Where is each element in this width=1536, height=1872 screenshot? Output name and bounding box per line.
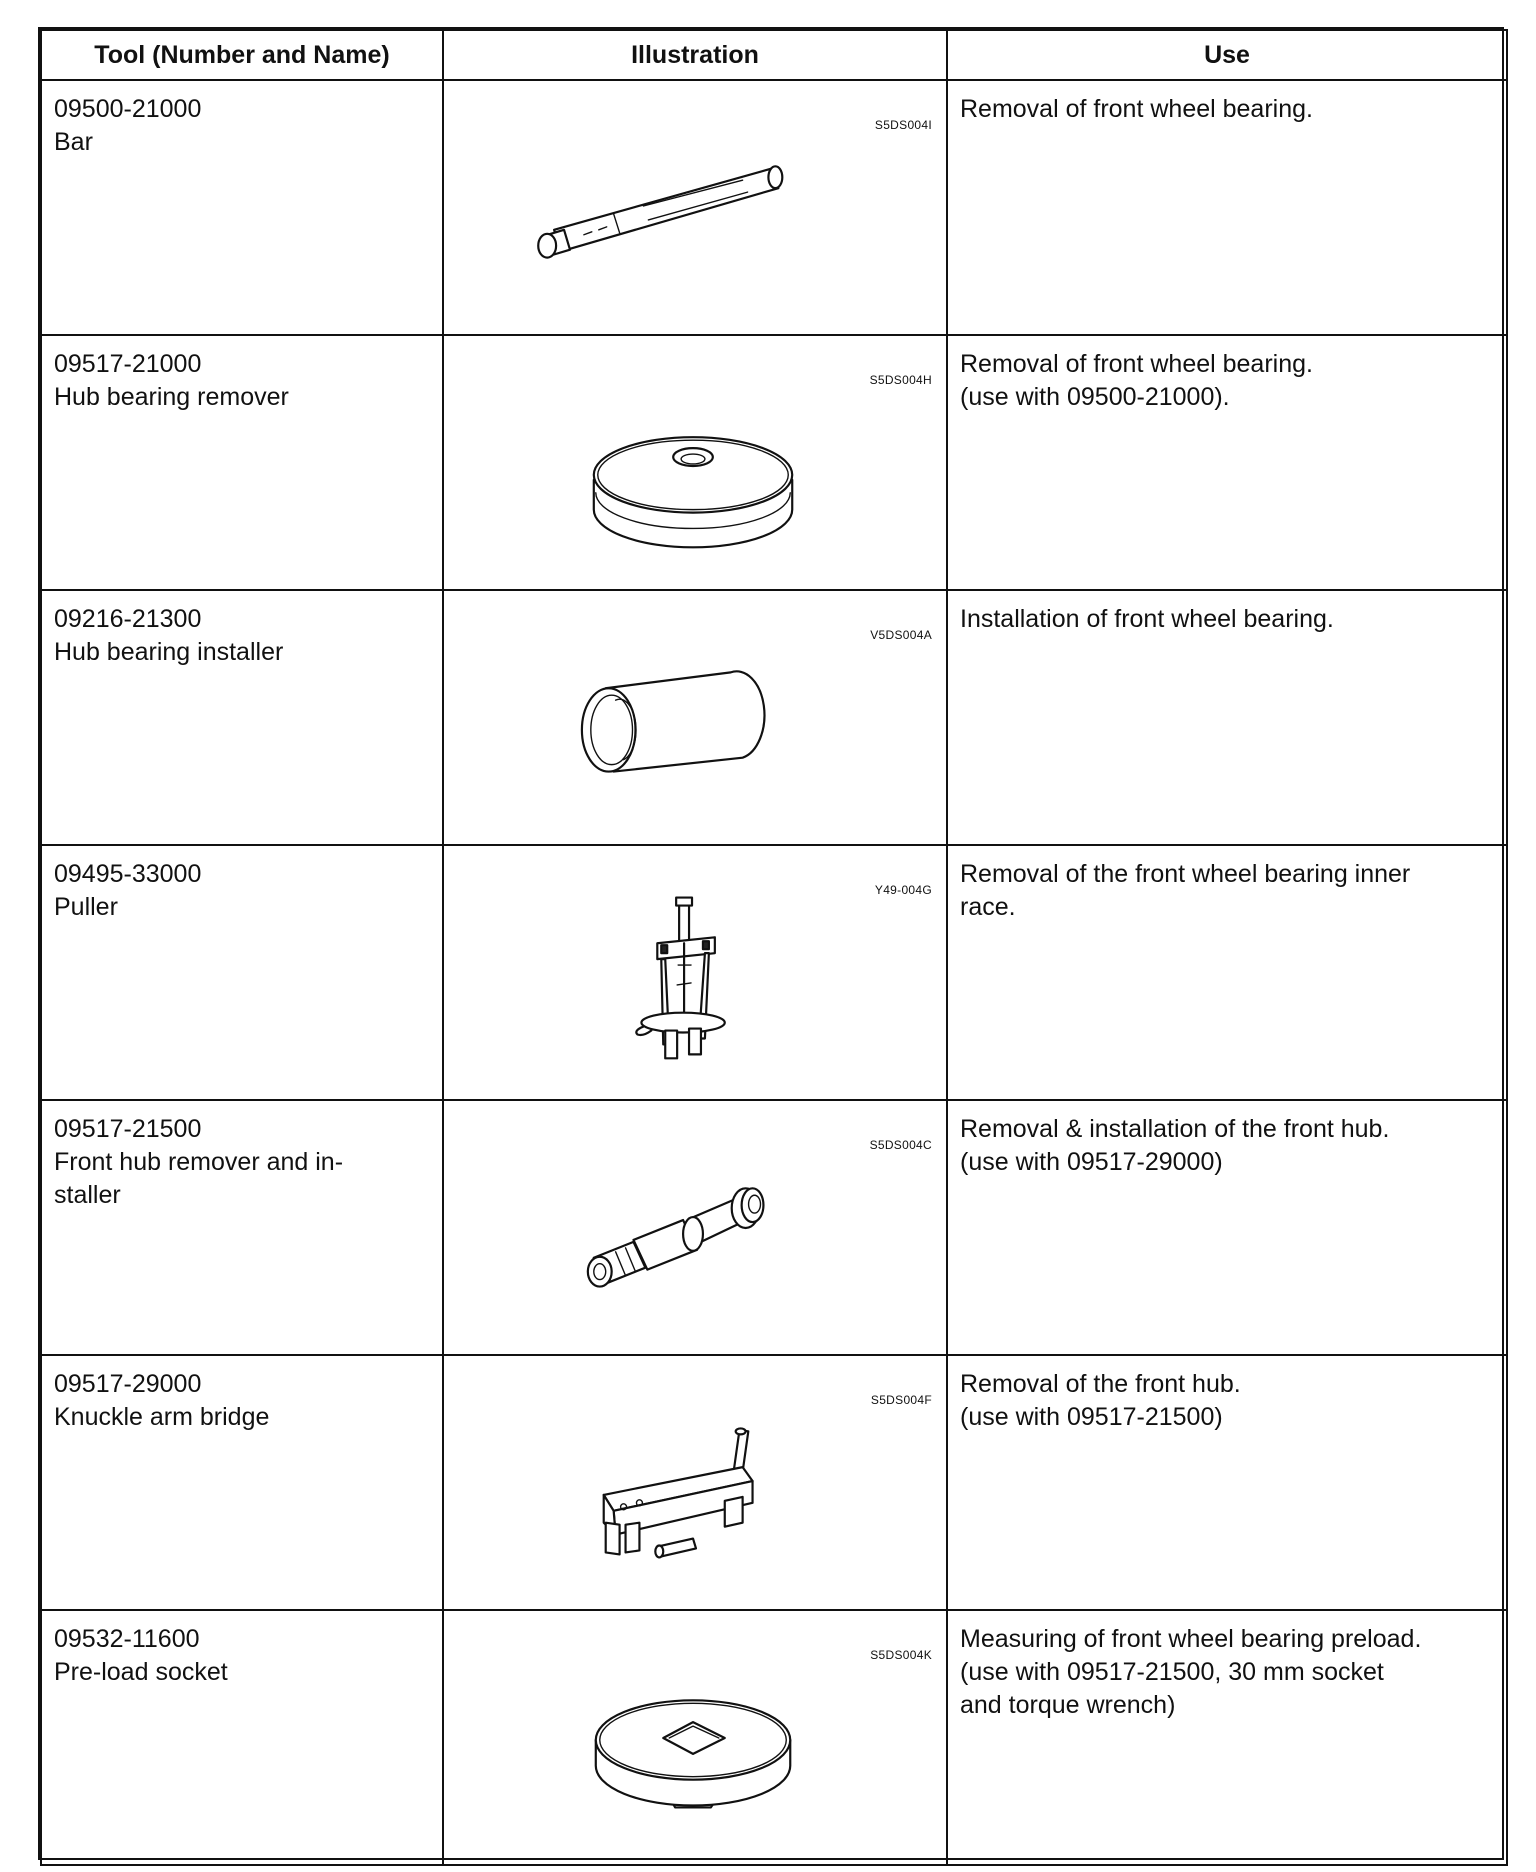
tool-use: Removal of the front hub. (use with 09517-21500): [960, 1370, 1241, 1431]
tool-number: 09517-29000: [54, 1370, 202, 1398]
header-illustration: Illustration: [443, 30, 947, 80]
illustration-cell: [443, 1355, 947, 1610]
tool-number: 09216-21300: [54, 605, 202, 633]
header-use: Use: [947, 30, 1507, 80]
tool-cell: [41, 590, 443, 845]
tools-table: [40, 29, 1508, 1866]
table-header-row: [41, 30, 1507, 80]
figure-code: S5DS004H: [869, 373, 932, 387]
illustration-cell: [443, 1100, 947, 1355]
tool-cell: [41, 845, 443, 1100]
use-cell: [947, 845, 1507, 1100]
hub-bearing-remover-icon: [444, 336, 946, 589]
tool-cell: [41, 80, 443, 335]
tool-name: Front hub remover and in- staller: [54, 1148, 344, 1209]
use-cell: [947, 80, 1507, 335]
special-tools-table: [38, 27, 1504, 1860]
table-row: [41, 1355, 1507, 1610]
tool-cell: [41, 335, 443, 590]
figure-code: S5DS004F: [870, 1393, 932, 1407]
table-row: [41, 845, 1507, 1100]
tool-use: Installation of front wheel bearing.: [960, 605, 1334, 633]
table-row: [41, 590, 1507, 845]
table-row: [41, 335, 1507, 590]
illustration-cell: [443, 845, 947, 1100]
tool-number: 09495-33000: [54, 860, 202, 888]
tool-cell: [41, 1355, 443, 1610]
use-cell: [947, 1610, 1507, 1865]
header-tool: Tool (Number and Name): [41, 30, 443, 80]
bar-tool-icon: [444, 81, 946, 334]
tool-use: Removal & installation of the front hub. (use with 09517-29000): [960, 1115, 1390, 1176]
figure-code: Y49-004G: [874, 883, 932, 897]
table-row: [41, 1100, 1507, 1355]
tool-name: Hub bearing remover: [54, 383, 289, 411]
front-hub-remover-installer-icon: [444, 1101, 946, 1354]
figure-code: S5DS004K: [870, 1648, 932, 1662]
tool-name: Puller: [54, 893, 118, 921]
illustration-cell: [443, 335, 947, 590]
tool-use: Removal of the front wheel bearing inner race.: [960, 860, 1411, 921]
tool-name: Hub bearing installer: [54, 638, 284, 666]
use-cell: [947, 590, 1507, 845]
tool-cell: [41, 1100, 443, 1355]
figure-code: V5DS004A: [870, 628, 932, 642]
tool-use: Measuring of front wheel bearing preload. (use with 09517-21500, 30 mm socket and torque wrench): [960, 1625, 1422, 1719]
illustration-cell: [443, 80, 947, 335]
tool-number: 09500-21000: [54, 95, 202, 123]
hub-bearing-installer-icon: [444, 591, 946, 844]
tool-name: Knuckle arm bridge: [54, 1403, 270, 1431]
use-cell: [947, 1100, 1507, 1355]
tool-cell: [41, 1610, 443, 1865]
tool-name: Pre-load socket: [54, 1658, 228, 1686]
tool-number: 09532-11600: [54, 1625, 200, 1653]
use-cell: [947, 335, 1507, 590]
figure-code: S5DS004C: [869, 1138, 932, 1152]
puller-icon: [444, 846, 946, 1099]
use-cell: [947, 1355, 1507, 1610]
table-row: [41, 80, 1507, 335]
illustration-cell: [443, 590, 947, 845]
table-row: [41, 1610, 1507, 1865]
tool-number: 09517-21000: [54, 350, 202, 378]
figure-code: S5DS004I: [874, 118, 932, 132]
knuckle-arm-bridge-icon: [444, 1356, 946, 1609]
illustration-cell: [443, 1610, 947, 1865]
tool-name: Bar: [54, 128, 93, 156]
tool-use: Removal of front wheel bearing. (use with 09500-21000).: [960, 350, 1313, 411]
tool-number: 09517-21500: [54, 1115, 202, 1143]
tool-use: Removal of front wheel bearing.: [960, 95, 1313, 123]
preload-socket-icon: [444, 1611, 946, 1864]
